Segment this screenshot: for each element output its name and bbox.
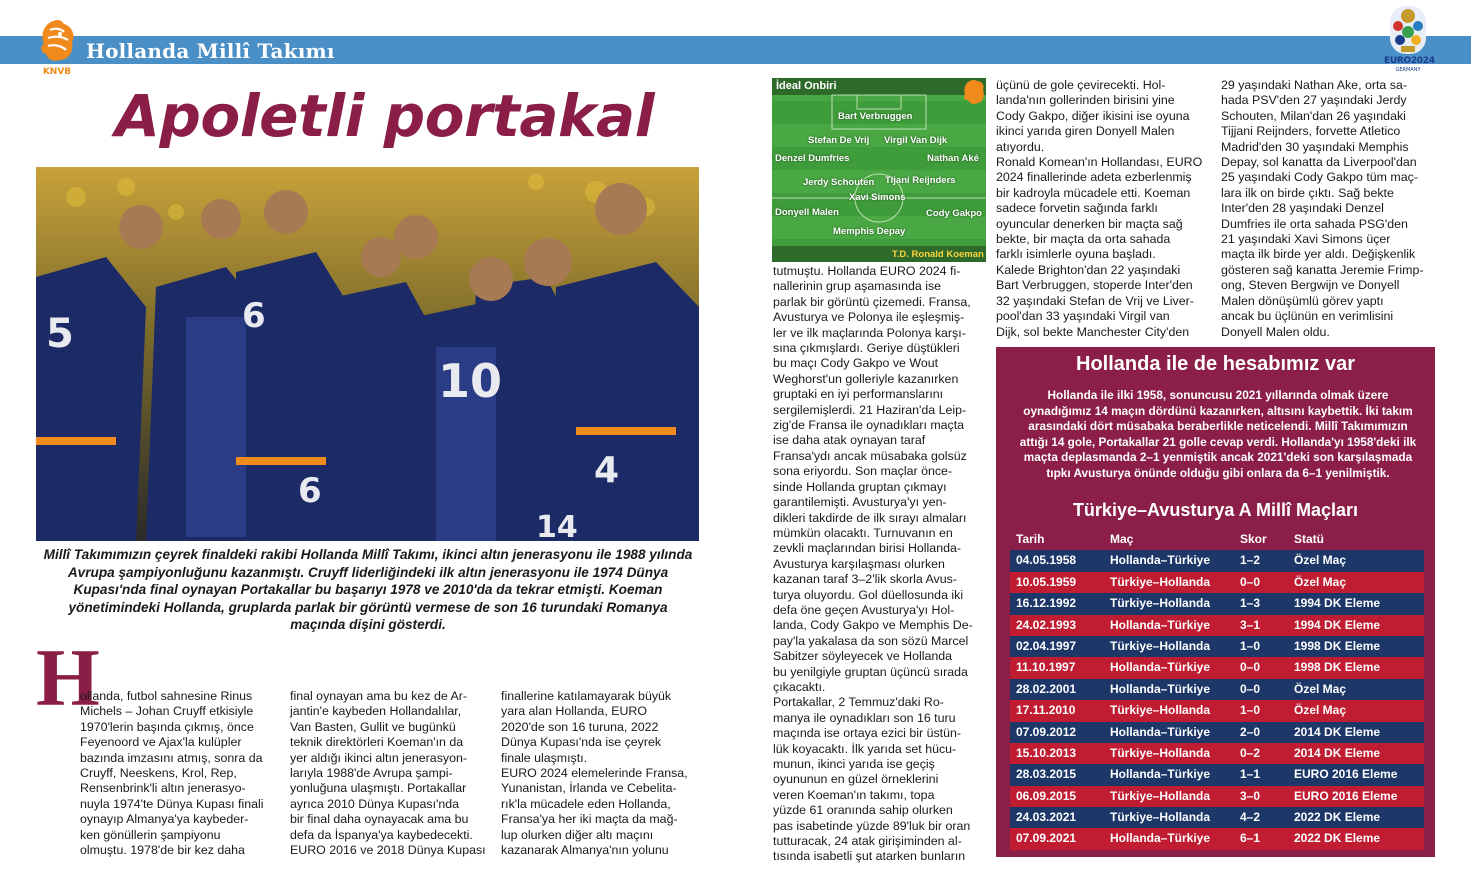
table-row (1010, 828, 1424, 849)
euro-logo-subtext: GERMANY (1395, 67, 1421, 73)
matches-table (1010, 529, 1424, 850)
table-row (1010, 593, 1424, 614)
table-cell-status: 1994 DK Eleme (1294, 596, 1381, 611)
lineup-title: İdeal Onbiri (776, 80, 837, 92)
table-cell-date: 07.09.2012 (1016, 724, 1077, 739)
table-cell-date: 06.09.2015 (1016, 788, 1077, 803)
body-column-1: ollanda, futbol sahnesine Rinus Michels – Johan Cruyff etkisiyle 1970'lerin başında çıkmış, önce Feyenoord ve Ajax'la kulüpler bazında imzasını atmış, sonra da Cruyff, Neeskens, Krol, Rep, Rensenbrink'li altın jenerasyo- nuyla 1974'te Dünya Kupası finali oynayıp Almanya'ya kaybeder- ken gönüllerin şampiyonu olmuştu. 1978'de bir kez daha (80, 689, 264, 858)
table-cell-date: 02.04.1997 (1016, 638, 1077, 653)
table-cell-status: Özel Maç (1294, 574, 1347, 589)
celebration-illustration (36, 167, 699, 541)
svg-text:4: 4 (594, 450, 620, 491)
table-row (1010, 550, 1424, 571)
table-cell-match: Türkiye–Hollanda (1110, 810, 1211, 825)
table-row (1010, 764, 1424, 785)
team-celebration-photo (36, 167, 699, 541)
table-body (1010, 550, 1424, 849)
body-column-4: tutmuştu. Hollanda EURO 2024 fi- nallerinin grup aşamasında ise parlak bir görüntü çizemedi. Fransa, Avusturya ve Polonya ile eşleşmiş- ler ve ilk maçlarında Polonya karşı- sına çıkmışlardı. Geriye düştükleri bu maçı Cody Gakpo ve Wout Weghorst'un golleriyle kazanırken gruptaki en iyi performanslarını sergilemişlerdi. 21 Haziran'da Leip- zig'de Fransa ile oynadıkları maçta ise daha atak oynayan taraf Fransa'ydı ancak müsabaka golsüz sona eriyordu. Son maçlar önce- sinde Hollanda gruptan çıkmayı garantilemişti. Avusturya'yı yen- dikleri takdirde de ilk sırayı almaları mümkün olacaktı. Turnuvanın en zevkli maçlarından birisi Hollanda- Avusturya karşılaşması olurken kazanan taraf 3–2'lik skorla Avus- turya oluyordu. Gol düellosunda iki defa öne geçen Avusturya'yı Hol- landa, Cody Gakpo ve Memphis De- pay'la yakalasa da son sözü Marcel Sabitzer söyleyecek ve Hollanda bu yenilgiyle gruptan üçüncü sırada çıkacaktı. Portakallar, 2 Temmuz'daki Ro- manya ile oynadıkları son 16 turu maçında ise ortaya ezici bir üstün- lük koyacaktı. İlk yarıda set hücu- munun, ikinci yarıda ise geçiş oyununun en güzel örneklerini veren Koeman'ın takımı, topa yüzde 61 oranında sahip olurken pas isabetinde yüzde 89'luk bir oran tutturacak, 24 atak girişiminden al- tısında isabetli şut atarken bunların (773, 264, 973, 864)
table-row (1010, 615, 1424, 636)
table-cell-score: 0–0 (1240, 574, 1261, 589)
table-cell-match: Türkiye–Hollanda (1110, 788, 1211, 803)
table-cell-score: 1–1 (1240, 767, 1261, 782)
body-column-6: 29 yaşındaki Nathan Ake, orta sa- hada PSV'den 27 yaşındaki Jerdy Schouten, Milan'dan 26 yaşındaki Tijjani Reijnders, forvette Atletico Madrid'den 30 yaşındaki Memphis Depay, sol kanatta da Liverpool'dan 25 yaşındaki Cody Gakpo tüm maç- lara ilk on birde çıktı. Sağ bekte Inter'den 28 yaşındaki Denzel Dumfries ile orta sahada PSG'den 21 yaşındaki Xavi Simons üçer maçta ilk birde yer aldı. Değişkenlik gösteren sağ kanatta Jeremie Frimp- ong, Steven Bergwijn ve Donyell Malen dönüşümlü görev yaptı ancak bu üçlünün en verimlisini Donyell Malen oldu. (1221, 78, 1424, 339)
table-cell-status: EURO 2016 Eleme (1294, 767, 1398, 782)
lineup-player: Xavi Simons (849, 192, 906, 203)
matches-table-title: Türkiye–Avusturya A Millî Maçları (1072, 500, 1359, 520)
table-cell-status: 2014 DK Eleme (1294, 745, 1381, 760)
table-cell-status: Özel Maç (1294, 553, 1347, 568)
table-row (1010, 657, 1424, 678)
table-cell-status: 2022 DK Eleme (1294, 831, 1381, 846)
table-cell-match: Hollanda–Türkiye (1110, 553, 1211, 568)
table-cell-score: 4–2 (1240, 810, 1261, 825)
table-row (1010, 572, 1424, 593)
table-cell-date: 24.03.2021 (1016, 810, 1077, 825)
euro-logo-text: EURO2024 (1384, 56, 1435, 66)
svg-text:6: 6 (242, 296, 266, 336)
lineup-player: Stefan De Vrij (808, 135, 870, 146)
table-cell-match: Türkiye–Hollanda (1110, 638, 1211, 653)
lineup-player: Memphis Depay (833, 226, 906, 237)
table-header-score: Skor (1240, 532, 1267, 546)
table-cell-score: 1–0 (1240, 638, 1261, 653)
body-column-5: üçünü de gole çevirecekti. Hol- landa'nın gollerinden birisini yine Cody Gakpo, diğer ikisini ise oyuna ikinci yarıda giren Donyell Malen atıyordu. Ronald Komean'ın Hollandası, EURO 2024 finallerinde adeta ezberlenmiş bir kadroyla mücadele etti. Koeman sadece forvetin sağında farklı oyuncular denerken bir maçta sağ bekte, bir maçta da orta sahada farklı isimlerle oyuna başladı. Kalede Brighton'dan 22 yaşındaki Bart Verbruggen, stoperde Inter'den 32 yaşındaki Stefan de Vrij ve Liver- pool'dan 33 yaşındaki Virgil van Dijk, sol bekte Manchester City'den (996, 78, 1203, 339)
table-cell-match: Hollanda–Türkiye (1110, 681, 1211, 696)
table-cell-score: 0–0 (1240, 681, 1261, 696)
table-cell-score: 6–1 (1240, 831, 1261, 846)
table-cell-score: 1–2 (1240, 553, 1261, 568)
table-cell-date: 24.02.1993 (1016, 617, 1077, 632)
table-cell-status: Özel Maç (1294, 681, 1347, 696)
lineup-player: Jerdy Schouten (803, 177, 875, 188)
table-header-date: Tarih (1016, 532, 1045, 546)
table-row (1010, 700, 1424, 721)
svg-text:6: 6 (298, 471, 322, 511)
table-cell-score: 2–0 (1240, 724, 1261, 739)
table-cell-match: Hollanda–Türkiye (1110, 724, 1211, 739)
article-headline: Apoletli portakal (115, 82, 655, 150)
knvb-logo-text: KNVB (42, 67, 72, 77)
photo-caption: Millî Takımımızın çeyrek finaldeki rakibi Hollanda Millî Takımı, ikinci altın jenerasyonu ile 1988 yılında Avrupa şampiyonluğunu kazanmıştı. Cruyff liderliğindeki ilk altın jenerasyonu ile 1974 Dünya Kupası'nda final oynayan Portakallar bu başarıyı 1978 ve 2010'da da tekrar etmişti. Koeman yönetimindeki Hollanda, gruplarda parlak bir görüntü vermese de son 16 turundaki Romanya maçında dişini gösterdi. (43, 547, 693, 632)
svg-text:5: 5 (46, 311, 74, 357)
table-cell-match: Hollanda–Türkiye (1110, 767, 1211, 782)
lineup-player: Cody Gakpo (926, 208, 982, 219)
lineup-player: Donyell Malen (775, 207, 839, 218)
table-cell-status: EURO 2016 Eleme (1294, 788, 1398, 803)
table-cell-match: Hollanda–Türkiye (1110, 660, 1211, 675)
table-header-row (1010, 529, 1424, 550)
table-cell-status: 2014 DK Eleme (1294, 724, 1381, 739)
table-row (1010, 636, 1424, 657)
table-cell-date: 15.10.2013 (1016, 745, 1077, 760)
table-cell-score: 0–0 (1240, 660, 1261, 675)
table-header-match: Maç (1110, 532, 1134, 546)
table-cell-match: Türkiye–Hollanda (1110, 596, 1211, 611)
table-cell-score: 1–3 (1240, 596, 1261, 611)
table-cell-score: 3–1 (1240, 617, 1261, 632)
section-title: Hollanda Millî Takımı (86, 39, 335, 63)
lineup-coach: T.D. Ronald Koeman (892, 249, 984, 260)
knvb-lion-logo (34, 16, 80, 78)
body-column-3: finallerine katılamayarak büyük yara alan Hollanda, EURO 2020'de son 16 turuna, 2022 Dünya Kupası'nda ise çeyrek finale ulaşmıştı. EURO 2024 elemelerinde Fransa, Yunanistan, İrlanda ve Cebelita- rık'la mücadele eden Hollanda, Fransa'ya her iki maçta da mağ- lup olurken diğer altı maçını kazanarak Almanya'nın yolunu (501, 689, 688, 858)
table-cell-score: 0–2 (1240, 745, 1261, 760)
table-cell-date: 16.12.1992 (1016, 596, 1077, 611)
table-cell-date: 11.10.1997 (1016, 660, 1076, 675)
table-cell-status: 2022 DK Eleme (1294, 810, 1381, 825)
svg-text:14: 14 (536, 510, 578, 541)
table-cell-date: 17.11.2010 (1016, 703, 1076, 718)
body-column-2: final oynayan ama bu kez de Ar- jantin'e kaybeden Hollandalılar, Van Basten, Gullit ve bugünkü teknik direktörleri Koeman'ın da yer aldığı ikinci altın jenerasyon- larıyla 1988'de Avrupa şampi- yonluğuna ulaşmıştı. Portakallar ayrıca 2010 Dünya Kupası'nda bir final daha oynayacak ama bu defa da İspanya'ya kaybedecekti. EURO 2016 ve 2018 Dünya Kupası (290, 689, 486, 858)
table-cell-match: Türkiye–Hollanda (1110, 745, 1211, 760)
table-cell-date: 04.05.1958 (1016, 553, 1077, 568)
table-cell-match: Türkiye–Hollanda (1110, 703, 1211, 718)
table-cell-score: 1–0 (1240, 703, 1261, 718)
table-cell-status: 1998 DK Eleme (1294, 638, 1381, 653)
table-row (1010, 743, 1424, 764)
table-cell-status: 1998 DK Eleme (1294, 660, 1381, 675)
table-cell-date: 10.05.1959 (1016, 574, 1077, 589)
history-box-title: Hollanda ile de hesabımız var (1076, 353, 1355, 375)
table-cell-match: Hollanda–Türkiye (1110, 831, 1211, 846)
lineup-player: Virgil Van Dijk (884, 135, 948, 146)
table-cell-status: 1994 DK Eleme (1294, 617, 1381, 632)
table-cell-score: 3–0 (1240, 788, 1261, 803)
svg-text:10: 10 (438, 354, 503, 408)
table-row (1010, 679, 1424, 700)
table-header-status: Statü (1294, 532, 1324, 546)
history-box-text: Hollanda ile ilki 1958, sonuncusu 2021 yıllarında olmak üzere oynadığımız 14 maçın dördünü kazanırken, altısını kaybettik. İki takım arasındaki dört müsabaka beraberlikle neticelendi. Millî Takımımızın attığı 14 gole, Portakallar 21 golle cevap verdi. Hollanda'yı 1958'deki ilk maçta deplasmanda 2–1 yenmiştik ancak 2021'deki son karşılaşmada tıpkı Avusturya önünde olduğu gibi onlara da 6–1 yenilmiştik. (1019, 388, 1417, 480)
drop-cap: H (36, 632, 100, 723)
table-cell-date: 28.02.2001 (1016, 681, 1077, 696)
table-cell-status: Özel Maç (1294, 703, 1347, 718)
table-cell-date: 07.09.2021 (1016, 831, 1077, 846)
lineup-player: Nathan Aké (927, 153, 979, 164)
table-row (1010, 807, 1424, 828)
table-cell-date: 28.03.2015 (1016, 767, 1077, 782)
lineup-player: Bart Verbruggen (838, 111, 913, 122)
table-row (1010, 722, 1424, 743)
lineup-player: Tijani Reijnders (885, 175, 956, 186)
table-cell-match: Hollanda–Türkiye (1110, 617, 1211, 632)
table-cell-match: Türkiye–Hollanda (1110, 574, 1211, 589)
lineup-player: Denzel Dumfries (775, 153, 850, 164)
table-row (1010, 786, 1424, 807)
knvb-small-logo (960, 78, 986, 108)
